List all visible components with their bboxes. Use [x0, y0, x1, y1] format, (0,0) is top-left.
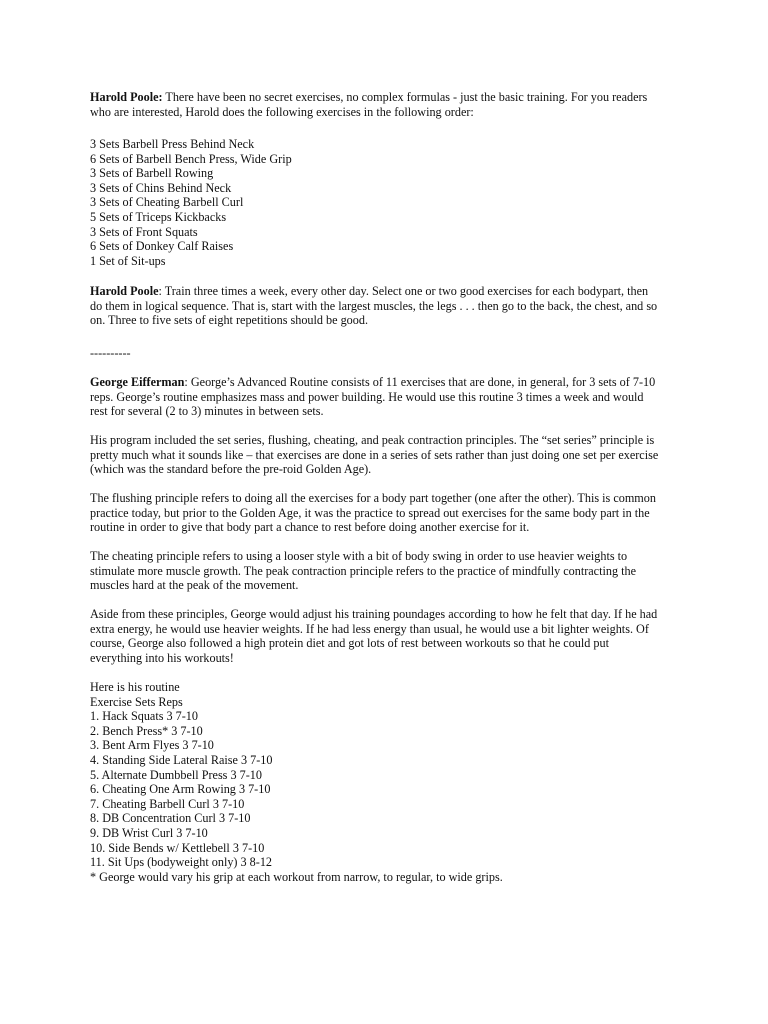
poundages-paragraph: [90, 607, 690, 665]
routine-item: 9. DB Wrist Curl 3 7-10: [90, 825, 208, 840]
intro-line-3: rest for several (2 to 3) minutes in between sets.: [90, 404, 324, 419]
paragraph-line: pretty much what it sounds like – that exercises are done in a series of sets rather than just doing one set per exercise: [90, 447, 659, 462]
exercise-item: 3 Sets of Front Squats: [90, 224, 198, 239]
advice-line-2: do them in logical sequence. That is, start with the largest muscles, the legs . . . then go to the back, the chest, and so: [90, 298, 658, 313]
routine-item: 1. Hack Squats 3 7-10: [90, 709, 198, 724]
routine-item: 3. Bent Arm Flyes 3 7-10: [90, 738, 214, 753]
intro-line-1: Harold Poole: There have been no secret exercises, no complex formulas - just the basic training. For you readers: [90, 90, 648, 104]
paragraph-line: Aside from these principles, George would adjust his training poundages according to how he felt that day. If he had: [90, 607, 658, 621]
speaker-harold-poole: Harold Poole:: [90, 90, 163, 104]
paragraph-line: stimulate more muscle growth. The peak contraction principle refers to the practice of mindfully contracting the: [90, 563, 636, 578]
routine-item: 10. Side Bends w/ Kettlebell 3 7-10: [90, 840, 265, 855]
exercise-item: 6 Sets of Barbell Bench Press, Wide Grip: [90, 151, 292, 166]
advice-line-3: on. Three to five sets of eight repetitions should be good.: [90, 313, 369, 328]
routine-item: 7. Cheating Barbell Curl 3 7-10: [90, 796, 245, 811]
routine-footnote: * George would vary his grip at each workout from narrow, to regular, to wide grips.: [90, 869, 503, 884]
routine-header: Exercise Sets Reps: [90, 694, 183, 709]
speaker-harold-poole-2: Harold Poole: [90, 284, 159, 298]
exercise-item: 3 Sets Barbell Press Behind Neck: [90, 137, 255, 151]
harold-poole-advice: [90, 284, 690, 328]
paragraph-line: The flushing principle refers to doing all the exercises for a body part together (one after the other). This is common: [90, 491, 656, 505]
routine-item: 2. Bench Press* 3 7-10: [90, 723, 203, 738]
routine-intro: Here is his routine: [90, 680, 180, 694]
paragraph-line: The cheating principle refers to using a looser style with a bit of body swing in order to use heavier weights to: [90, 549, 628, 563]
paragraph-line: routine in order to give that body part a chance to rest before doing another exercise for it.: [90, 520, 530, 535]
cheating-paragraph: [90, 549, 690, 593]
george-routine-list: [90, 680, 690, 884]
paragraph-line: everything into his workouts!: [90, 650, 234, 665]
paragraph-line: muscles hard at the peak of the movement.: [90, 578, 299, 593]
speaker-george-eifferman: George Eifferman: [90, 375, 185, 389]
routine-item: 5. Alternate Dumbbell Press 3 7-10: [90, 767, 262, 782]
exercise-item: 3 Sets of Barbell Rowing: [90, 166, 214, 181]
paragraph-line: course, George also followed a high protein diet and got lots of rest between workouts so that he could put: [90, 636, 609, 651]
paragraph-line: extra energy, he would use heavier weights. If he had less energy than usual, he would use a bit lighter weights. Of: [90, 621, 649, 636]
advice-line-1: Harold Poole: Train three times a week, every other day. Select one or two good exercises for each bodypart, then: [90, 284, 649, 298]
routine-item: 11. Sit Ups (bodyweight only) 3 8-12: [90, 855, 273, 870]
harold-exercise-list: [90, 137, 690, 268]
george-eifferman-intro: [90, 375, 690, 419]
routine-item: 8. DB Concentration Curl 3 7-10: [90, 811, 251, 826]
intro-line-2: who are interested, Harold does the following exercises in the following order:: [90, 104, 474, 119]
exercise-item: 1 Set of Sit-ups: [90, 253, 166, 268]
paragraph-line: practice today, but prior to the Golden Age, it was the practice to spread out exercises for the same body part in the: [90, 505, 650, 520]
paragraph-line: (which was the standard before the pre-roid Golden Age).: [90, 462, 372, 477]
routine-item: 4. Standing Side Lateral Raise 3 7-10: [90, 752, 273, 767]
exercise-item: 3 Sets of Chins Behind Neck: [90, 180, 232, 195]
flushing-paragraph: [90, 491, 690, 535]
intro-line-2: reps. George’s routine emphasizes mass and power building. He would use this routine 3 times a week and would: [90, 389, 644, 404]
exercise-item: 3 Sets of Cheating Barbell Curl: [90, 195, 244, 210]
harold-poole-intro: [90, 90, 690, 119]
exercise-item: 6 Sets of Donkey Calf Raises: [90, 239, 234, 254]
section-divider: ----------: [90, 346, 131, 360]
intro-line-1: George Eifferman: George’s Advanced Routine consists of 11 exercises that are done, in general, for 3 sets of 7-10: [90, 375, 656, 389]
exercise-item: 5 Sets of Triceps Kickbacks: [90, 209, 227, 224]
routine-item: 6. Cheating One Arm Rowing 3 7-10: [90, 782, 271, 797]
principles-paragraph: [90, 433, 690, 477]
paragraph-line: His program included the set series, flushing, cheating, and peak contraction principles. The “set series” principle is: [90, 433, 655, 447]
